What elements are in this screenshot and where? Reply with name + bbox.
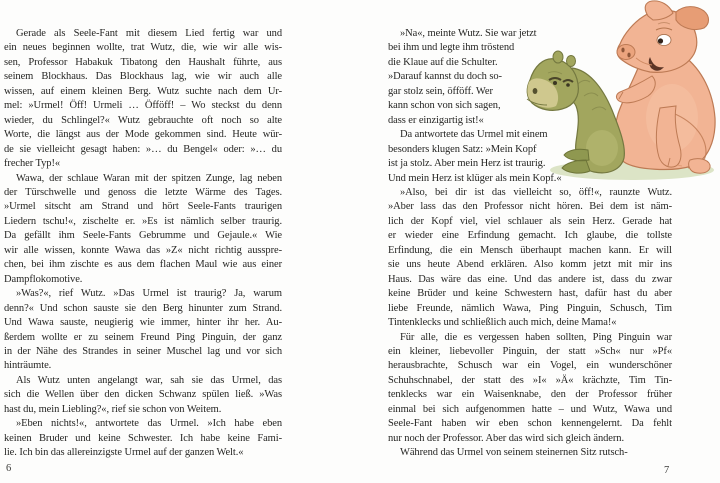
text-line: ist ja stolz. Aber mein Herz ist traurig. xyxy=(388,158,546,170)
text-line: er wieder eine Erfindung gemacht. Ich glaube, die tollste xyxy=(388,230,672,242)
text-line: Und mein Herz ist klüger als mein Kopf.« xyxy=(388,172,562,184)
text-line: Und Wawa sauste, neugierig wie immer, hinter ihr her. Au- xyxy=(4,317,282,329)
text-line: »Eben nichts!«, antwortete das Urmel. »Ich habe eben xyxy=(16,418,282,430)
text-line: die Klaue auf die Schulter. xyxy=(388,56,498,68)
text-line: Dampflokomotive. xyxy=(4,273,83,285)
text-line: sen, Professor Habakuk Tibatong den Haushalt führte, aus xyxy=(4,56,282,68)
text-line: hinträumte. xyxy=(4,360,52,372)
urmel-feet xyxy=(562,149,590,173)
text-line: sie uns heute Abend erklären. Also komm jetzt mit mir ins xyxy=(388,259,672,271)
text-line: keinen Bruder und keine Schwester. Ich habe keine Fami- xyxy=(4,432,282,444)
text-line: »Was?«, rief Wutz. »Das Urmel ist traurig? Ja, warum xyxy=(16,288,282,300)
text-line: einmal bei sich aufgenommen hatte – und Wutz, Wawa und xyxy=(388,403,672,415)
page-number-left: 6 xyxy=(6,463,12,474)
text-line: chen, bei ihm zischte es aus dem flachen Maul wie aus einer xyxy=(4,259,282,271)
text-line: wieder, du Schlingel?« Wutz gebrauchte oft noch so alte xyxy=(4,114,282,126)
text-line: de sie vielleicht gesagt haben: »… du Bengel« oder: »… du xyxy=(4,143,282,155)
text-line: kann schon von sich sagen, xyxy=(388,100,501,112)
text-line: sich die Wellen über den dicken Schwanz spülen ließ. »Was xyxy=(4,389,282,401)
text-line: Da gefällt ihm Seele-Fants Gebrumme und Gejaule.« Wie xyxy=(4,230,282,242)
text-line: ein kleiner, liebevoller Pinguin, der statt »Sch« nur »Pf« xyxy=(388,345,672,357)
text-line: lie. Ich bin das allereinzigste Urmel auf der ganzen Welt.« xyxy=(4,447,244,459)
text-line: Gerade als Seele-Fant mit diesem Lied fertig war und xyxy=(16,28,282,39)
page-number-right: 7 xyxy=(664,465,670,476)
left-page-text xyxy=(4,27,282,461)
text-line: lich der Kopf viel, viel schlauer als sein Herz. Gerade hat xyxy=(388,215,672,227)
text-line: »Also, bei dir ist das vielleicht so, öff!«, raunzte Wutz. xyxy=(400,186,672,198)
text-line: Tintenklecks und schließlich auch mich, deine Mama!« xyxy=(388,317,617,329)
text-line: tenklecks war ein Waisenknabe, den der Professor früher xyxy=(388,389,672,401)
text-line: bei ihm und legte ihm tröstend xyxy=(388,42,515,54)
text-line: in der Nähe des Strandes in seiner Muschel lag und vor sich xyxy=(4,345,282,357)
text-line: Für alle, die es vergessen haben sollten, Ping Pinguin war xyxy=(400,331,672,343)
text-line: besonders klugen Satz: »Mein Kopf xyxy=(388,143,537,155)
text-line: Worte, die längst aus der Mode gekommen sind. Heute wür- xyxy=(4,129,282,141)
paragraph xyxy=(388,446,672,460)
paragraph xyxy=(4,27,282,172)
paragraph xyxy=(4,172,282,288)
paragraph xyxy=(4,417,282,460)
text-line: gar stolz sein, öfföff. Wer xyxy=(388,85,493,97)
text-line: »Na«, meinte Wutz. Sie war jetzt xyxy=(400,28,537,39)
text-line: »Darauf kannst du doch so- xyxy=(388,71,502,83)
text-line: keine Brüder und keine Schwestern hast, dafür hast du aber xyxy=(388,288,672,300)
text-line: Seele-Fant haben wir eben schon kennengelernt. Da fehlt xyxy=(388,418,672,430)
urmel-ear-nub xyxy=(553,51,563,63)
paragraph xyxy=(4,374,282,417)
text-line: hast du, mein Liebling?«, rief sie schon von Weitem. xyxy=(4,403,222,415)
text-line: Als Wutz unten angelangt war, sah sie das Urmel, das xyxy=(16,374,282,386)
text-line: Haus. Das wäre das eine. Und das andere ist, dass du zwar xyxy=(388,273,672,285)
text-line: Schuhschnabel, der statt des »I« »Ä« krächzte, Tim Tin- xyxy=(388,374,672,386)
text-line: Liedern tschu!«, zischelte er. »Es ist nämlich selber traurig. xyxy=(4,215,282,227)
text-line: Während das Urmel von seinem steinernen Sitz rutsch- xyxy=(400,447,628,459)
text-line: liebe Freunde, nämlich Wawa, Ping Pinguin, Schusch, Tim xyxy=(388,302,672,314)
text-line: herausbrachte, Schusch war ein Vogel, ein wunderschöner xyxy=(388,360,672,372)
pig-snout xyxy=(617,45,635,60)
text-line: Wawa, der schlaue Waran mit der spitzen Zunge, lag neben xyxy=(16,172,282,184)
illustration-urmel-and-wutz xyxy=(522,0,718,185)
pig-hind-trotter xyxy=(689,159,710,174)
text-line: nur noch der Professor. Aber das wird sich gleich ändern. xyxy=(388,432,625,444)
text-line: ein neues beginnen wollte, trat Wutz, die, wie wir alle wis- xyxy=(4,42,282,54)
text-line: wir alle wissen, konnte Wawa das »Z« nicht richtig ausspre- xyxy=(4,244,282,256)
text-line: denn?« Und schon sauste sie den Berg hinunter zum Strand. xyxy=(4,302,282,314)
urmel-ear-nub xyxy=(567,56,576,67)
text-line: wissen, auf einem kleinen Berg. Wutz suchte nach dem Ur- xyxy=(4,85,282,97)
text-line: der Türschwelle und genoss die letzte Wärme des Tages. xyxy=(4,186,282,198)
text-line: seinem Blockhaus. Das Blockhaus lag, wie wir auch alle xyxy=(4,71,282,83)
text-line: »Urmel sitscht am Strand und hört Seele-Fants traurigen xyxy=(4,201,282,213)
text-line: mel: »Urmel! Öff! Urmeli … Öfföff! – Wo steckst du denn xyxy=(4,100,282,112)
text-line: frecher Typ!« xyxy=(4,158,61,170)
paragraph xyxy=(4,287,282,374)
urmel-figure xyxy=(527,51,624,173)
text-line: Erfindung, die ein Mensch überhaupt machen kann. Er will xyxy=(388,244,672,256)
paragraph xyxy=(388,331,672,447)
text-line: ßerdem wollte er zu seinem Freund Ping Pinguin, der ganz xyxy=(4,331,282,343)
paragraph xyxy=(388,186,672,331)
text-line: Da antwortete das Urmel mit einem xyxy=(400,129,548,141)
urmel-nostril xyxy=(533,88,538,94)
wutz-pig-figure xyxy=(615,1,715,173)
text-line: »Aber lass das den Professor nicht hören. Bei dem ist näm- xyxy=(388,201,672,213)
text-line: dass er einzigartig ist!« xyxy=(388,114,484,126)
